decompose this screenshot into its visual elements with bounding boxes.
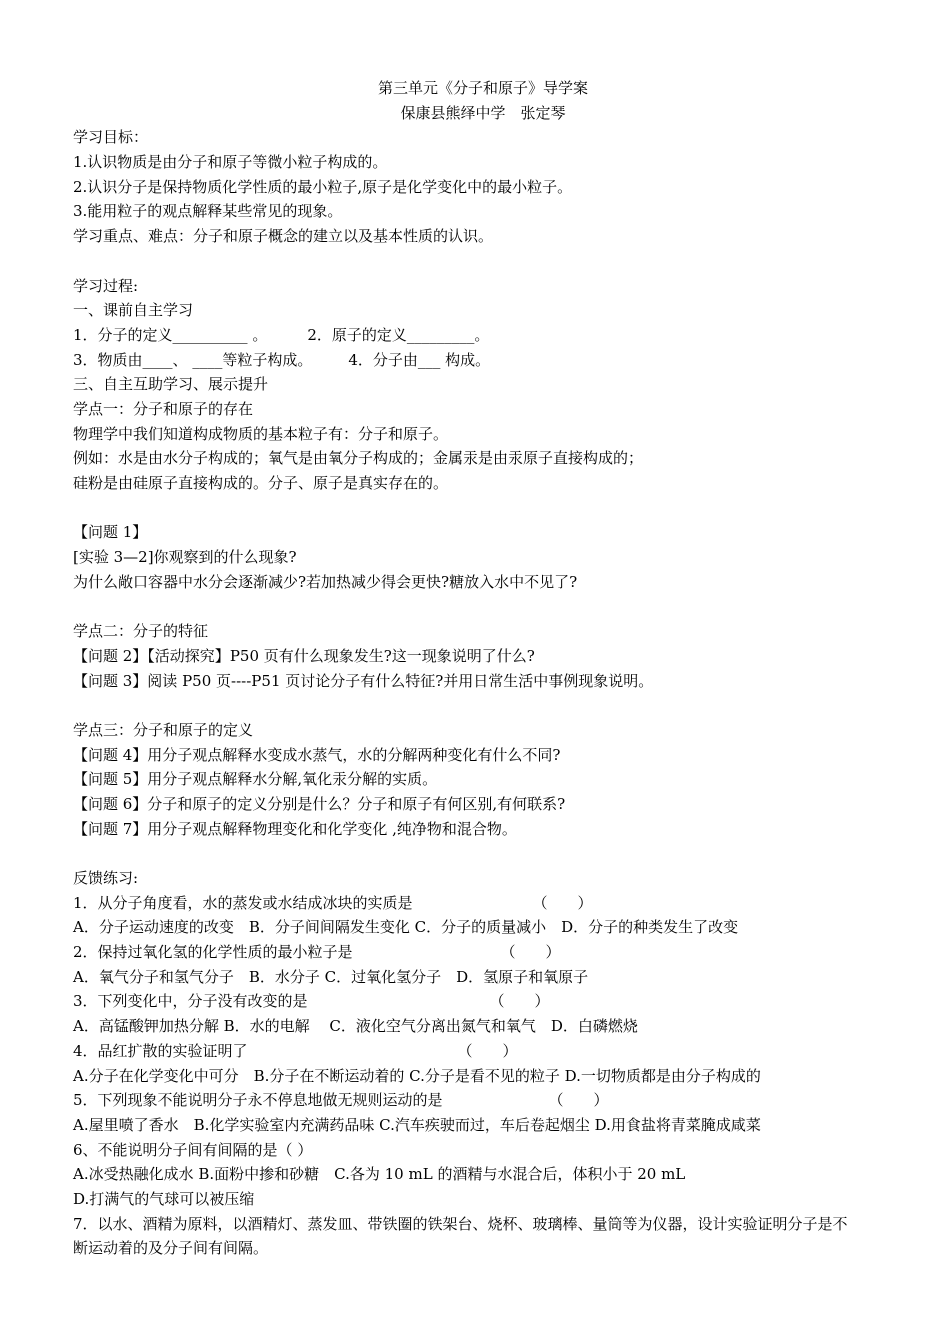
- blank-molecule-composition: ___: [417, 350, 441, 369]
- fill-in-question-row-1: 1．分子的定义__________ 。 2．原子的定义_________。: [73, 325, 490, 344]
- blank-molecule-definition: __________: [172, 325, 248, 344]
- blank-atom-definition: _________: [406, 325, 475, 344]
- problem4: 【问题 4】用分子观点解释水变成水蒸气，水的分解两种变化有什么不同?: [73, 745, 561, 764]
- problem1-title: 【问题 1】: [73, 523, 148, 542]
- exercise-4-question: 4．品红扩散的实验证明了 （ ）: [73, 1041, 518, 1060]
- exercise-7-text: 断运动着的及分子间有间隔。: [73, 1239, 269, 1258]
- objectives-heading: 学习目标：: [73, 128, 149, 147]
- exercise-7-text: 7．以水、酒精为原料，以酒精灯、蒸发皿、带铁圈的铁架台、烧杯、玻璃棒、量筒等为仪器，设计实验证明分子是不: [73, 1214, 848, 1233]
- point3-title: 学点三：分子和原子的定义: [73, 720, 254, 739]
- exercise-3-question: 3．下列变化中，分子没有改变的是 （ ）: [73, 992, 550, 1011]
- exercise-4-options: A.分子在化学变化中可分 B.分子在不断运动着的 C.分子是看不见的粒子 D.一切物质都是由分子构成的: [73, 1066, 761, 1085]
- blank-particle-2: ____: [192, 350, 223, 369]
- point1-title: 学点一：分子和原子的存在: [73, 399, 254, 418]
- exercises-heading: 反馈练习:: [73, 869, 139, 887]
- exercise-6-question: 6、不能说明分子间有间隔的是（ ）: [73, 1140, 313, 1159]
- answer-paren: （ ）: [489, 992, 550, 1011]
- point2-title: 学点二：分子的特征: [73, 622, 209, 641]
- answer-paren: （ ）: [548, 1091, 609, 1110]
- section-heading-part3: 三、自主互助学习、展示提升: [73, 375, 269, 394]
- objective-item-2: 2.认识分子是保持物质化学性质的最小粒子,原子是化学变化中的最小粒子。: [73, 177, 573, 196]
- exercise-2-options: A．氧气分子和氢气分子 B．水分子 C．过氧化氢分子 D．氢原子和氧原子: [73, 967, 589, 986]
- spacer: [73, 841, 893, 866]
- exercise-5-question: 5．下列现象不能说明分子永不停息地做无规则运动的是 （ ）: [73, 1091, 609, 1110]
- page-title: 第三单元《分子和原子》导学案: [377, 79, 588, 97]
- section-heading-part1: 一、课前自主学习: [73, 301, 194, 320]
- answer-paren: （ ）: [457, 1041, 518, 1060]
- objective-item-3: 3.能用粒子的观点解释某些常见的现象。: [73, 202, 343, 221]
- key-points: 学习重点、难点：分子和原子概念的建立以及基本性质的认识。: [73, 227, 494, 246]
- process-heading: 学习过程:: [73, 276, 139, 295]
- point1-text: 硅粉是由硅原子直接构成的。分子、原子是真实存在的。: [73, 474, 449, 492]
- exercise-6-options: D.打满气的气球可以被压缩: [73, 1189, 255, 1208]
- problem6: 【问题 6】分子和原子的定义分别是什么？分子和原子有何区别,有何联系?: [73, 794, 566, 813]
- author-line: 保康县熊绎中学 张定琴: [400, 103, 566, 122]
- spacer: [73, 496, 893, 521]
- objective-item-1: 1.认识物质是由分子和原子等微小粒子构成的。: [73, 153, 388, 172]
- point1-text: 物理学中我们知道构成物质的基本粒子有：分子和原子。: [73, 424, 449, 443]
- answer-paren: （ ）: [532, 893, 593, 912]
- point1-text: 例如：水是由水分子构成的；氧气是由氧分子构成的；金属汞是由汞原子直接构成的；: [73, 449, 644, 468]
- problem2: 【问题 2】【活动探究】P50 页有什么现象发生?这一现象说明了什么?: [73, 646, 535, 665]
- problem5: 【问题 5】用分子观点解释水分解,氧化汞分解的实质。: [73, 770, 438, 789]
- exercise-6-options: A.冰受热融化成水 B.面粉中掺和砂糖 C.各为 10 mL 的酒精与水混合后，体积小于 20 mL: [73, 1165, 686, 1184]
- answer-paren: （ ）: [500, 943, 561, 962]
- problem1-text: 为什么敞口容器中水分会逐渐减少?若加热减少得会更快?糖放入水中不见了?: [73, 572, 578, 591]
- spacer: [73, 693, 893, 718]
- exercise-1-options: A．分子运动速度的改变 B．分子间间隔发生变化 C．分子的质量减小 D．分子的种类发生了改变: [73, 918, 739, 937]
- exercise-2-question: 2．保持过氧化氢的化学性质的最小粒子是 （ ）: [73, 943, 561, 962]
- exercise-5-options: A.屋里喷了香水 B.化学实验室内充满药品味 C.汽车疾驶而过，车后卷起烟尘 D.用食盐将青菜腌成咸菜: [73, 1115, 761, 1134]
- problem3: 【问题 3】阅读 P50 页----P51 页讨论分子有什么特征?并用日常生活中事例现象说明。: [73, 671, 654, 690]
- spacer: [73, 594, 893, 619]
- fill-in-question-row-2: 3．物质由____、 ____等粒子构成。 4．分子由___ 构成。: [73, 350, 491, 369]
- problem7: 【问题 7】用分子观点解释物理变化和化学变化 ,纯净物和混合物。: [73, 819, 517, 838]
- exercise-1-question: 1．从分子角度看，水的蒸发或水结成冰块的实质是 （ ）: [73, 893, 593, 912]
- problem1-text: [实验 3—2]你观察到的什么现象?: [73, 548, 297, 567]
- spacer: [73, 249, 893, 274]
- blank-particle-1: ____: [142, 350, 173, 369]
- exercise-3-options: A．高锰酸钾加热分解 B．水的电解 C．液化空气分离出氮气和氧气 D．白磷燃烧: [73, 1017, 638, 1036]
- document-page: [73, 76, 893, 1261]
